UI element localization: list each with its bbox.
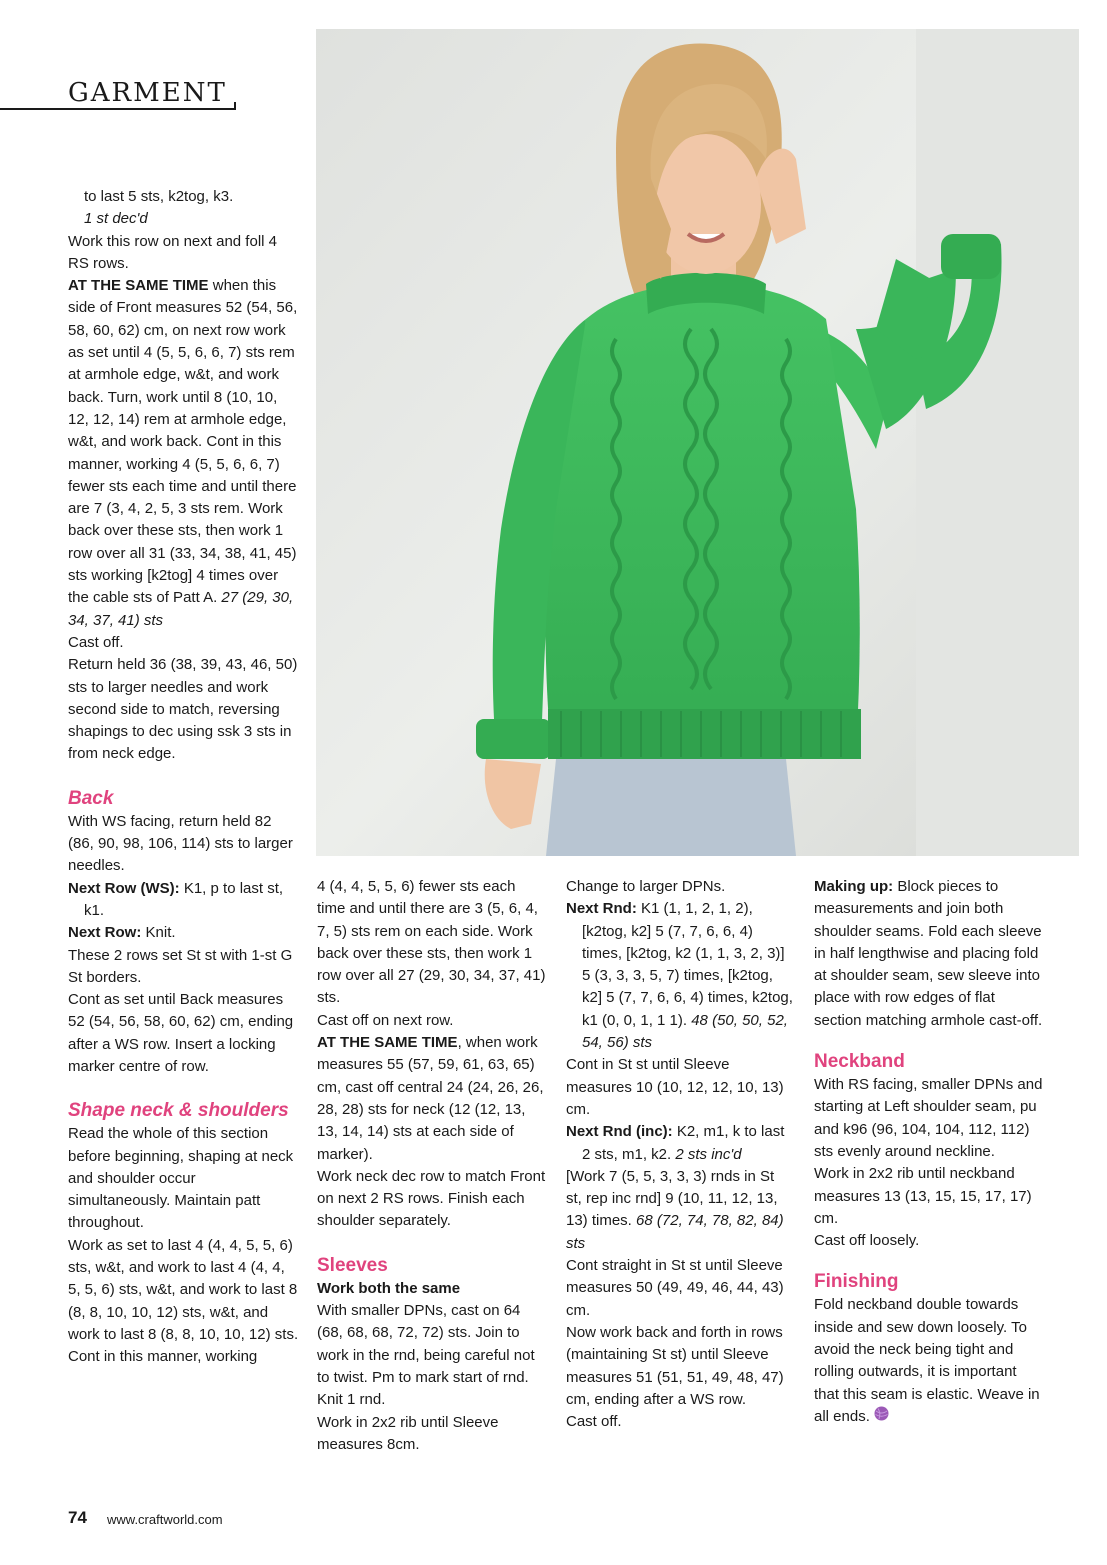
pattern-text: Cast off. [566,1413,622,1431]
pattern-text: Cont in St st until Sleeve measures 10 (10, 12, 12, 10, 13) cm. [566,1056,784,1118]
heading-back: Back [68,787,114,809]
subheading: Work both the same [317,1279,461,1297]
column-4 [814,876,1044,1428]
pattern-text: 4 (4, 4, 5, 5, 6) fewer sts each time and until there are 3 (5, 6, 4, 7, 5) sts rem on each side. Work back over these sts, then work 1 row over all 27 (29, 30, 34, 37, 41) sts. [317,878,546,1007]
pattern-text: Cast off on next row. [317,1011,454,1029]
pattern-text: Work neck dec row to match Front on next 2 RS rows. Finish each shoulder separately. [317,1167,546,1230]
pattern-text: AT THE SAME TIME, when work measures 55 (57, 59, 61, 63, 65) cm, cast off central 24 (24, 26, 26, 28, 28) sts for neck (12 (12, 13, 13, 14, 14) sts at each side of marker). [317,1034,544,1163]
stitch-count: 1 st dec'd [84,210,148,228]
pattern-text: Fold neckband double towards inside and sew down loosely. To avoid the neck being tight and rolling outwards, it is important that this seam is elastic. Weave in all ends. [814,1294,1044,1428]
pattern-text: Work in 2x2 rib until neckband measures 13 (13, 15, 15, 17, 17) cm. [814,1165,1032,1227]
heading-sleeves: Sleeves [317,1254,388,1276]
column-1 [68,186,300,1369]
pattern-text: to last 5 sts, k2tog, k3. [84,188,234,205]
pattern-text: Next Row (WS): K1, p to last st, k1. [68,879,284,919]
page-number: 74 [68,1508,87,1527]
column-3 [566,876,794,1433]
heading-shape-neck: Shape neck & shoulders [68,1100,289,1122]
pattern-text: Work in 2x2 rib until Sleeve measures 8cm. [317,1413,499,1453]
pattern-text: Work this row on next and foll 4 RS rows. [68,232,277,272]
pattern-text: Read the whole of this section before beginning, shaping at neck and shoulder occur simultaneously. Maintain patt throughout. [68,1125,294,1232]
model-photo [316,29,1079,856]
heading-finishing: Finishing [814,1271,899,1293]
section-label: GARMENT [68,78,227,108]
pattern-text: Cont straight in St st until Sleeve measures 50 (49, 49, 46, 44, 43) cm. [566,1257,784,1319]
pattern-text: Next Row: Knit. [68,924,176,942]
pattern-text: Now work back and forth in rows (maintaining St st) until Sleeve measures 51 (51, 51, 49, 48, 47) cm, ending after a WS row. [566,1323,784,1408]
section-rule [0,108,236,110]
pattern-text: [Work 7 (5, 5, 3, 3, 3) rnds in St st, rep inc rnd] 9 (10, 11, 12, 13, 13) times. 68 (72, 74, 78, 82, 84) sts [566,1167,784,1252]
pattern-text: Cast off. [68,633,124,651]
pattern-text: With smaller DPNs, cast on 64 (68, 68, 68, 72, 72) sts. Join to work in the rnd, being careful not to twist. Pm to mark start of rnd. [317,1302,535,1386]
pattern-text: AT THE SAME TIME when this side of Front measures 52 (54, 56, 58, 60, 62) cm, on next row work as set until 4 (5, 5, 6, 6, 7) sts rem at armhole edge, w&t, and work back. Turn, work until 8 (10, 10, 12, 12, 14) rem at armhole edge, w&t, and work back. Cont in this manner, working 4 (5, 5, 6, 6, 7) fewer sts each time and until there are 7 (3, 4, 2, 5, 3 sts rem. Work back over these sts, then work 1 row over all 31 (33, 34, 38, 41, 45) sts working [k2tog] 4 times over the cable sts of Patt A. 27 (29, 30, 34, 37, 41) sts [68,277,298,629]
pattern-text: Cast off loosely. [814,1232,920,1250]
pattern-text: Cont as set until Back measures 52 (54, 56, 58, 60, 62) cm, ending after a WS row. Insert a locking marker centre of row. [68,991,294,1075]
yarn-ball-icon [874,1406,889,1428]
pattern-text: Knit 1 rnd. [317,1391,386,1409]
pattern-text: Making up: Block pieces to measurements and join both shoulder seams. Fold each sleeve in half lengthwise and placing fold at shoulder seam, sew sleeve into place with row edges of flat section matching armhole cast-off. [814,878,1043,1029]
column-2 [317,876,547,1456]
footer-url: www.craftworld.com [107,1512,223,1527]
pattern-text: Change to larger DPNs. [566,878,726,895]
pattern-text: Next Rnd: K1 (1, 1, 2, 1, 2), [k2tog, k2] 5 (7, 7, 6, 6, 4) times, [k2tog, k2 (1, 1, 3, 2, 3)] 5 (3, 3, 3, 5, 7) times, [k2tog, k2] 5 (7, 7, 6, 6, 4) times, k2tog, k1 (0, 0, 1, 1 1). 48 (50, 50, 52, 54, 56) sts [566,900,793,1052]
pattern-text: With WS facing, return held 82 (86, 90, 98, 106, 114) sts to larger needles. [68,812,293,875]
pattern-text: With RS facing, smaller DPNs and starting at Left shoulder seam, pu and k96 (96, 104, 104, 112, 112) sts evenly around neckline. [814,1076,1043,1160]
pattern-text: These 2 rows set St st with 1-st G St borders. [68,946,293,986]
heading-neckband: Neckband [814,1051,905,1073]
pattern-text: Return held 36 (38, 39, 43, 46, 50) sts to larger needles and work second side to match, reversing shapings to dec using ssk 3 sts in from neck edge. [68,656,298,763]
pattern-text: Work as set to last 4 (4, 4, 5, 5, 6) sts, w&t, and work to last 4 (4, 4, 5, 5, 6) sts, w&t, and work to last 8 (8, 8, 10, 10, 12) sts, w&t, and work to last 8 (8, 8, 10, 10, 12) sts. Cont in this manner, working [68,1236,299,1366]
pattern-text: Next Rnd (inc): K2, m1, k to last 2 sts, m1, k2. 2 sts inc'd [566,1123,785,1163]
